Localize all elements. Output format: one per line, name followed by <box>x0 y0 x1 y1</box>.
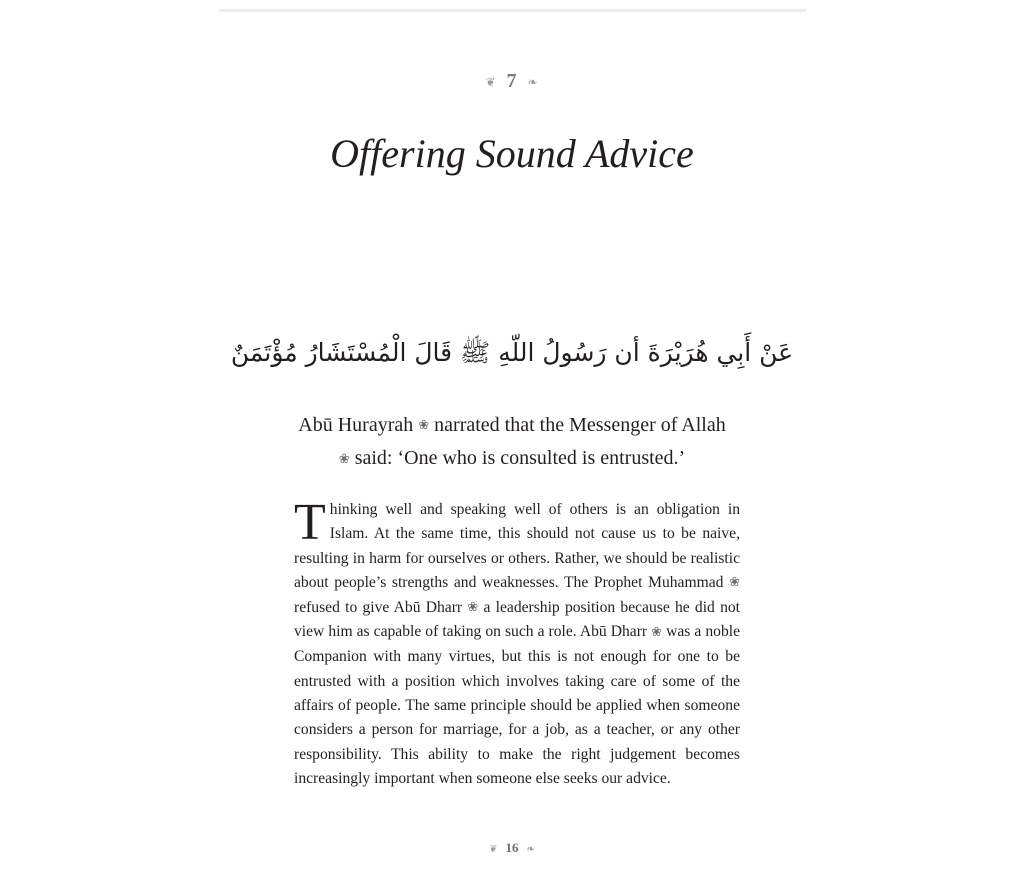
radiyallahu-anhu-icon: ❀ <box>651 624 663 640</box>
right-ornament-icon: ❧ <box>526 843 535 855</box>
narrator-name: Abū Hurayrah <box>298 414 414 436</box>
left-ornament-icon: ❦ <box>485 74 497 89</box>
salallahu-alayhi-wasallam-icon: ❀ <box>338 451 350 467</box>
body-text-part-3: a leadership position because he did not view him as capable of taking on such a role. Abū Dharr <box>294 598 741 641</box>
body-text-part-1: hinking well and speaking well of others is an obligation in Islam. At the same time, this should not cause us to be naive, resulting in harm for ourselves or others. Rather, we should be realistic about people’s strengths and weaknesses. The Prophet Muhammad <box>294 501 740 592</box>
radiyallahu-anhu-icon: ❀ <box>418 418 430 434</box>
radiyallahu-anhu-icon: ❀ <box>467 600 479 616</box>
page-number-footer <box>0 840 1024 856</box>
body-text-part-4: was a noble Companion with many virtues, but this is not enough for one to be entrusted with a position which involves taking care of some of the affairs of people. The same principle should be applied when someone considers a person for marriage, for a job, as a teacher, or any other responsibility. This ability to make the right judgement becomes increasingly important when someone else seeks our advice. <box>294 623 741 788</box>
hadith-translation <box>262 409 762 476</box>
chapter-number: 7 <box>506 70 518 92</box>
right-ornament-icon: ❧ <box>527 74 539 89</box>
hadith-arabic: عَنْ أَبِي هُرَيْرَةَ أن رَسُولُ اللّهِ ﷺ قَالَ الْمُسْتَشَارُ مُؤْتَمَنٌ <box>230 338 794 367</box>
page-number: 16 <box>505 840 519 855</box>
page-top-rule <box>219 9 806 12</box>
translation-text-2: said: ‘One who is consulted is entrusted.’ <box>354 447 686 470</box>
salallahu-alayhi-wasallam-icon: ❀ <box>729 575 740 591</box>
body-text-part-2: refused to give Abū Dharr <box>294 598 463 616</box>
chapter-title: Offering Sound Advice <box>330 131 694 176</box>
drop-cap: T <box>294 494 326 551</box>
body-paragraph <box>294 494 741 792</box>
chapter-marker <box>0 70 1024 93</box>
left-ornament-icon: ❦ <box>489 843 498 855</box>
translation-text-1: narrated that the Messenger of Allah <box>434 414 726 436</box>
